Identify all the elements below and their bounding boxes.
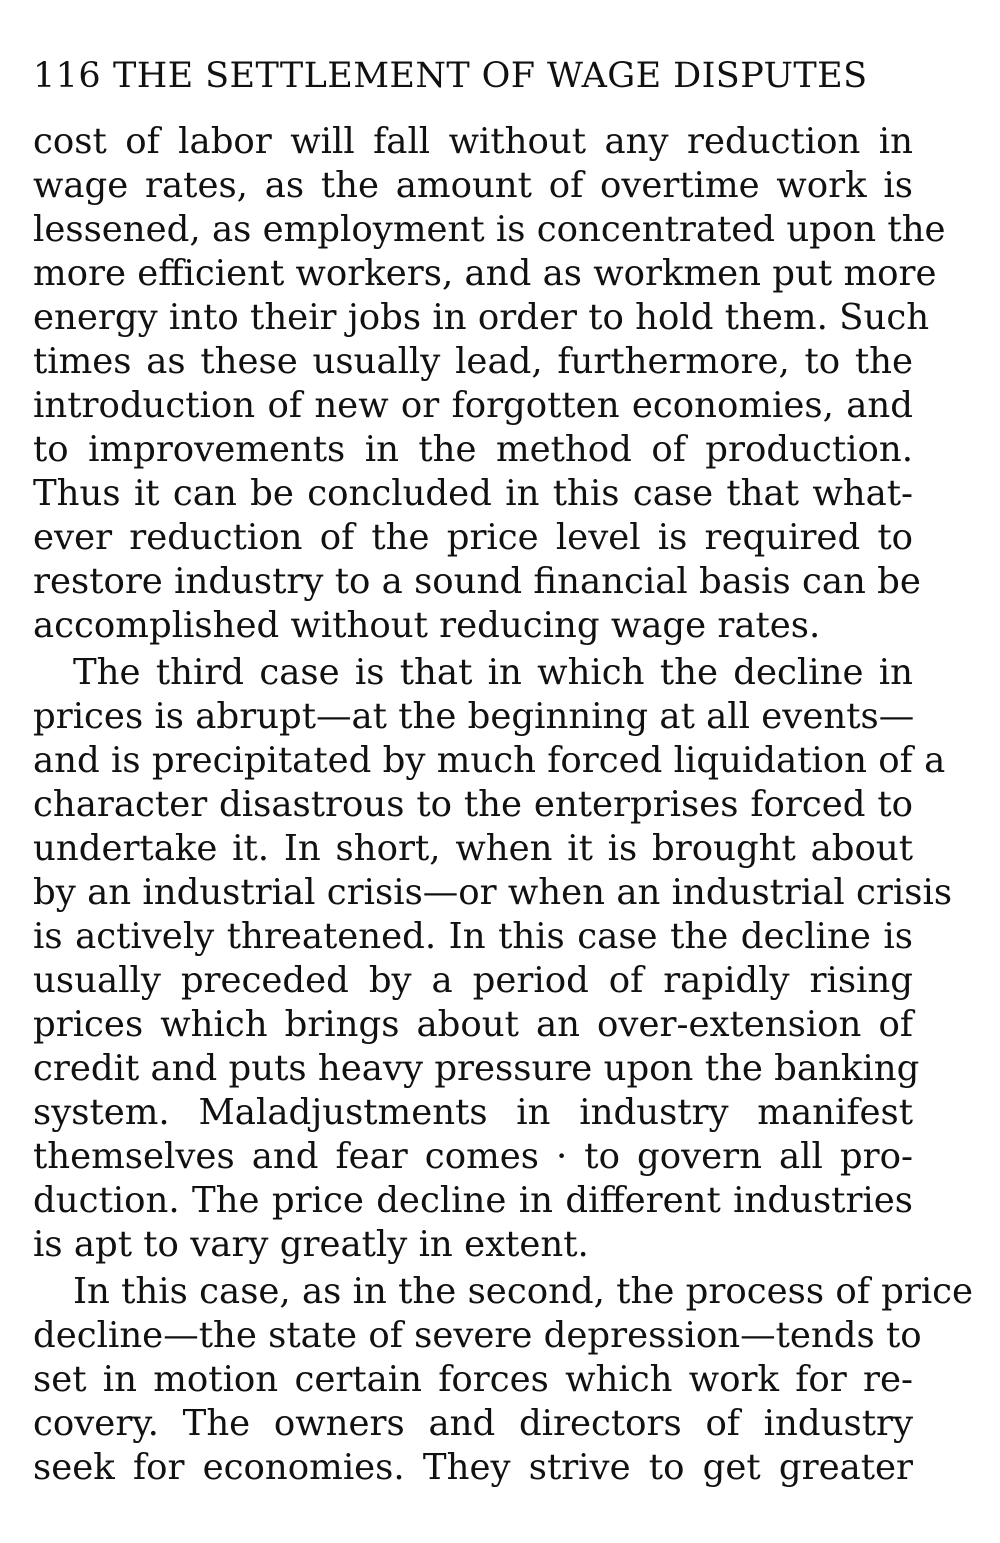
text-line: to improvements in the method of production.: [33, 429, 913, 470]
running-head: [33, 50, 918, 102]
text-line: introduction of new or forgotten economies, and: [33, 385, 913, 426]
running-title: THE SETTLEMENT OF WAGE DISPUTES: [113, 56, 868, 96]
text-line: wage rates, as the amount of overtime work is: [33, 165, 913, 206]
text-line: lessened, as employment is concentrated upon the: [33, 209, 946, 250]
text-line: decline—the state of severe depression—tends to: [33, 1315, 922, 1356]
text-line: accomplished without reducing wage rates.: [33, 605, 821, 646]
text-line: ever reduction of the price level is required to: [33, 517, 913, 558]
text-line: credit and puts heavy pressure upon the banking: [33, 1048, 920, 1089]
text-line: system. Maladjustments in industry manifest: [33, 1092, 913, 1133]
text-line: and is precipitated by much forced liquidation of a: [33, 740, 946, 781]
text-line: seek for economies. They strive to get greater: [33, 1447, 913, 1488]
text-line: energy into their jobs in order to hold them. Such: [33, 297, 930, 338]
text-line: times as these usually lead, furthermore, to the: [33, 341, 913, 382]
text-line: is actively threatened. In this case the decline is: [33, 916, 913, 957]
text-line: Thus it can be concluded in this case that what-: [33, 473, 913, 514]
text-line: more efficient workers, and as workmen put more: [33, 253, 937, 294]
text-line: set in motion certain forces which work for re-: [33, 1359, 913, 1400]
text-line: duction. The price decline in different industries: [33, 1180, 913, 1221]
text-line: is apt to vary greatly in extent.: [33, 1224, 589, 1265]
text-line: themselves and fear comes · to govern all pro-: [33, 1136, 913, 1177]
text-line: The third case is that in which the decline in: [73, 652, 913, 693]
text-line: usually preceded by a period of rapidly rising: [33, 960, 913, 1001]
text-line: undertake it. In short, when it is brought about: [33, 828, 913, 869]
text-line: prices is abrupt—at the beginning at all events—: [33, 696, 915, 737]
text-line: by an industrial crisis—or when an industrial crisis: [33, 872, 953, 913]
text-line: character disastrous to the enterprises forced to: [33, 784, 913, 825]
page-number: 116: [33, 56, 102, 96]
text-line: In this case, as in the second, the process of price: [73, 1271, 974, 1312]
text-line: prices which brings about an over-extension of: [33, 1004, 913, 1045]
text-line: covery. The owners and directors of industry: [33, 1403, 913, 1444]
text-line: restore industry to a sound financial basis can be: [33, 561, 921, 602]
text-line: cost of labor will fall without any reduction in: [33, 121, 913, 162]
